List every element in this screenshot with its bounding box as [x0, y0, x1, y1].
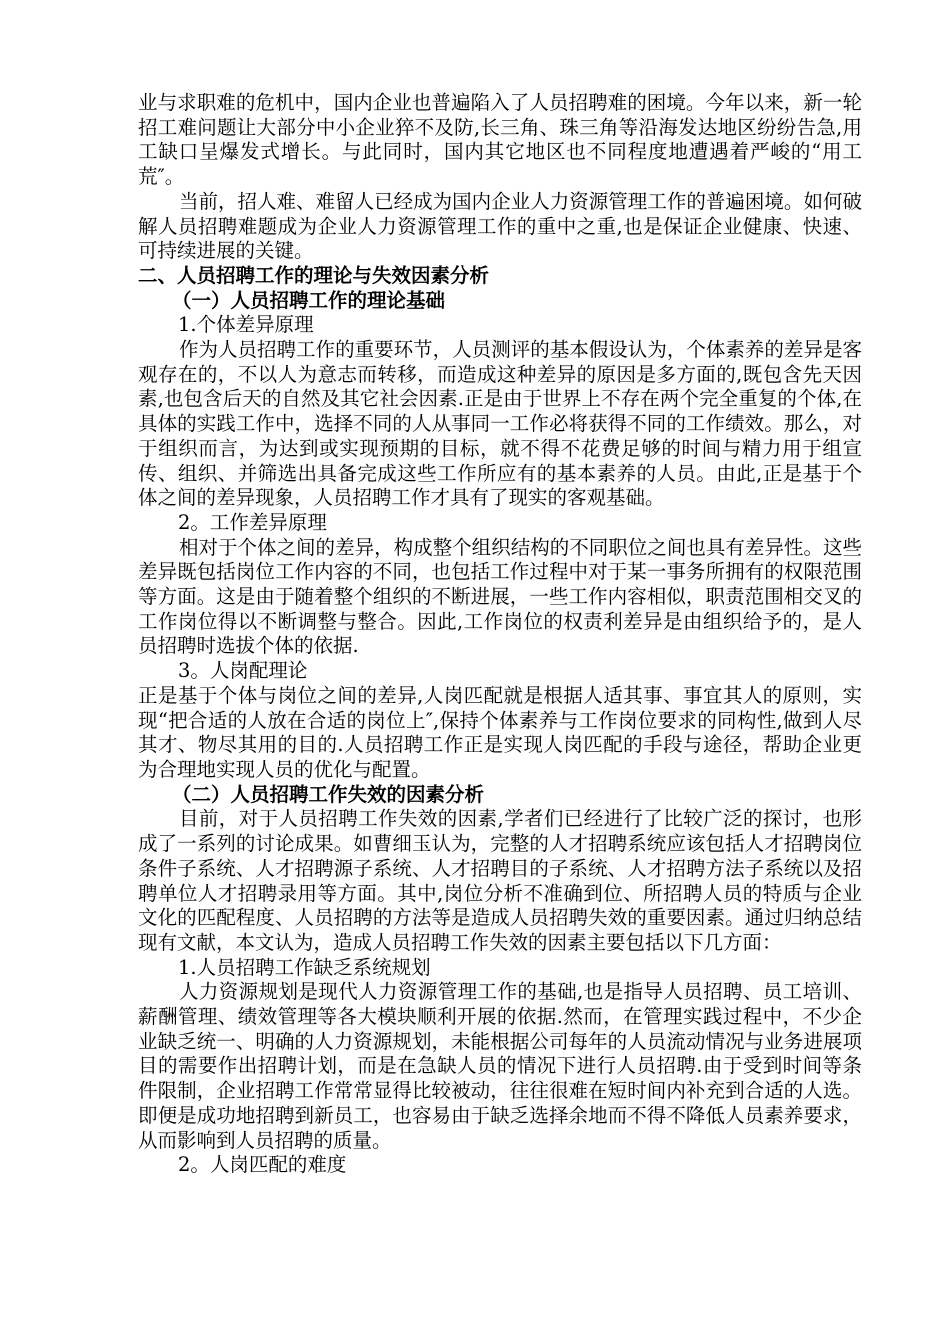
paragraph-person-job-fit: 正是基于个体与岗位之间的差异,人岗匹配就是根据人适其事、事宜其人的原则，实现“把合适的人放在合适的岗位上″,保持个体素养与工作岗位要求的同构性,做到人尽其才、物尽其用的目的.人员招聘工作正是实现人岗匹配的手段与途径，帮助企业更为合理地实现人员的优化与配置。: [138, 683, 862, 781]
paragraph-individual-difference: 作为人员招聘工作的重要环节，人员测评的基本假设认为，个体素养的差异是客观存在的，不以人为意志而转移，而造成这种差异的原因是多方面的,既包含先天因素,也包含后天的自然及其它社会因素.正是由于世界上不存在两个完全重复的个体,在具体的实践工作中，选择不同的人从事同一工作必将获得不同的工作绩效。那么，对于组织而言，为达到或实现预期的目标，就不得不花费足够的时间与精力用于组宣传、组织、并筛选出具备完成这些工作所应有的基本素养的人员。由此,正是基于个体之间的差异现象，人员招聘工作才具有了现实的客观基础。: [138, 338, 862, 510]
item-heading-work-difference: 2。工作差异原理: [178, 510, 327, 534]
item-heading-lack-of-planning: 1.人员招聘工作缺乏系统规划: [178, 955, 431, 979]
paragraph-intro-continued: 业与求职难的危机中，国内企业也普遍陷入了人员招聘难的困境。今年以来，新一轮招工难问题让大部分中小企业猝不及防,长三角、珠三角等沿海发达地区纷纷告急,用工缺口呈爆发式增长。与此同时，国内其它地区也不同程度地遭遇着严峻的“用工荒″。: [138, 91, 862, 189]
paragraph-lack-of-planning: 人力资源规划是现代人力资源管理工作的基础,也是指导人员招聘、员工培训、薪酬管理、绩效管理等各大模块顺利开展的依据.然而，在管理实践过程中，不少企业缺乏统一、明确的人力资源规划，未能根据公司每年的人员流动情况与业务进展项目的需要作出招聘计划，而是在急缺人员的情况下进行人员招聘.由于受到时间等条件限制，企业招聘工作常常显得比较被动，往往很难在短时间内补充到合适的人选。即便是成功地招聘到新员工，也容易由于缺乏选择余地而不得不降低人员素养要求，从而影响到人员招聘的质量。: [138, 980, 862, 1152]
paragraph-current-situation: 当前，招人难、难留人已经成为国内企业人力资源管理工作的普遍困境。如何破解人员招聘难题成为企业人力资源管理工作的重中之重,也是保证企业健康、快速、可持续进展的关键。: [138, 189, 862, 263]
paragraph-work-difference: 相对于个体之间的差异，构成整个组织结构的不同职位之间也具有差异性。这些差异既包括岗位工作内容的不同，也包括工作过程中对于某一事务所拥有的权限范围等方面。这是由于随着整个组织的不断进展，一些工作内容相似，职责范围相交叉的工作岗位得以不断调整与整合。因此,工作岗位的权责利差异是由组织给予的，是人员招聘时选拔个体的依据.: [138, 535, 862, 658]
item-heading-individual-difference: 1.个体差异原理: [178, 313, 314, 337]
document-body: [138, 91, 862, 1178]
paragraph-failure-factors: 目前，对于人员招聘工作失效的因素,学者们已经进行了比较广泛的探讨，也形成了一系列的讨论成果。如曹细玉认为，完整的人才招聘系统应该包括人才招聘岗位条件子系统、人才招聘源子系统、人才招聘目的子系统、人才招聘方法子系统以及招聘单位人才招聘录用等方面。其中,岗位分析不准确到位、所招聘人员的特质与企业文化的匹配程度、人员招聘的方法等是造成人员招聘失效的重要因素。通过归纳总结现有文献，本文认为，造成人员招聘工作失效的因素主要包括以下几方面：: [138, 807, 862, 954]
section-heading-2: 二、人员招聘工作的理论与失效因素分析: [138, 263, 490, 287]
item-heading-matching-difficulty: 2。人岗匹配的难度: [178, 1153, 347, 1177]
subsection-heading-theory: （一）人员招聘工作的理论基础: [172, 288, 446, 312]
item-heading-person-job-fit: 3。人岗配理论: [178, 659, 308, 683]
subsection-heading-failure-factors: （二）人员招聘工作失效的因素分析: [172, 782, 485, 806]
